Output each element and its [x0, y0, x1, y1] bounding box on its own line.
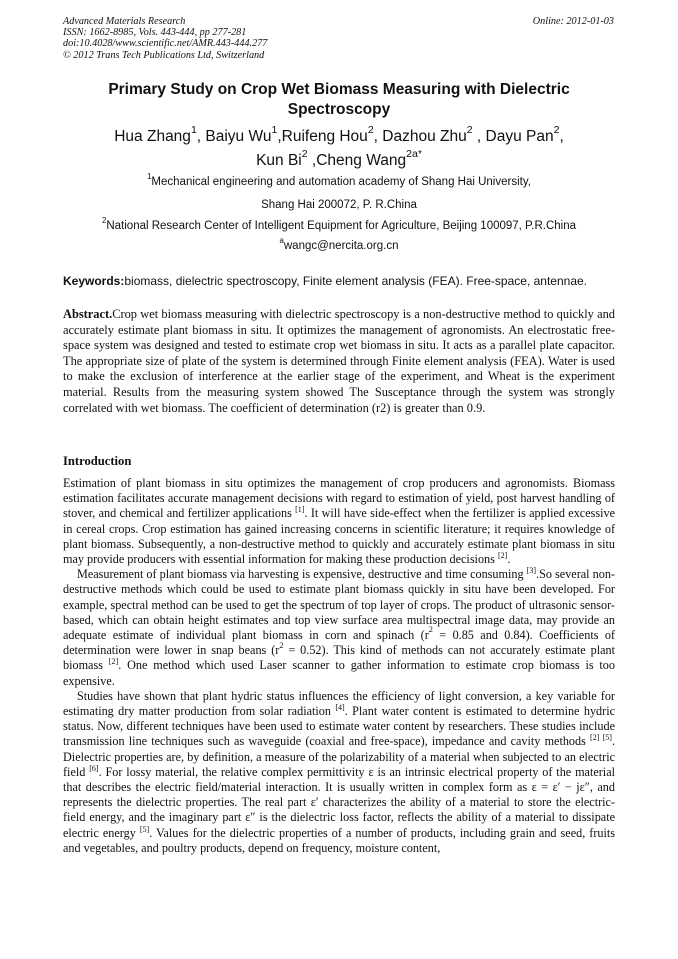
author-affil-mark: 2a* — [406, 147, 422, 160]
citation: [5] — [139, 824, 150, 834]
text-run: . One method which used Laser scanner to gather information to estimate crop biomass is too expensive. — [63, 658, 615, 688]
author-affil-mark: 2 — [301, 147, 308, 160]
text-run: . Plant water content is estimated to determine hydric status. Now, different techniques have been used to estimate water content by researchers. These studies include transmission line techniques such as waveguide (coaxial and free-space), impedance and cavity methods — [63, 704, 615, 749]
superscript: 2 — [428, 625, 433, 635]
author-name: ,Cheng Wang — [307, 152, 407, 169]
keywords-text: biomass, dielectric spectroscopy, Finite element analysis (FEA). Free-space, antennae. — [124, 274, 588, 288]
author-name: , Baiyu Wu — [196, 128, 272, 145]
affiliation-text: Mechanical engineering and automation academy of Shang Hai University, — [151, 176, 531, 188]
citation: [2] [5] — [590, 733, 612, 743]
citation: [6] — [89, 763, 99, 773]
abstract-label: Abstract. — [63, 307, 113, 321]
paper-title: Primary Study on Crop Wet Biomass Measuring with Dielectric Spectroscopy — [108, 81, 570, 118]
affiliation-1-address: Shang Hai 200072, P. R.China — [261, 199, 417, 211]
doi-line: doi:10.4028/www.scientific.net/AMR.443-444.277 — [63, 38, 268, 50]
citation: [1] — [295, 505, 305, 515]
superscript: 2 — [279, 640, 284, 650]
section-heading: Introduction — [63, 454, 132, 468]
citation: [2] — [108, 657, 119, 667]
author-affil-mark: 1 — [190, 123, 197, 136]
author-separator: , — [559, 128, 564, 145]
author-affil-mark: 2 — [553, 123, 560, 136]
affiliation-text: National Research Center of Intelligent Equipment for Agriculture, Beijing 100097, P.R.China — [106, 220, 576, 232]
online-date: Online: 2012-01-03 — [532, 16, 614, 27]
affiliation-mark: 2 — [101, 215, 107, 225]
author-name: Kun Bi — [256, 152, 302, 169]
text-run: . For lossy material, the relative complex permittivity ε is an intrinsic electrical property of the material that describes the electric field/material interaction. It is usually written in complex form as ε = ε′ − jε″, and represents the dielectric properties. The real part ε′ characterizes the ability of a material to store the electric-field energy, and the imaginary part ε″ is the dielectric loss factor, reflects the ability of a material to dissipate electric energy — [63, 764, 615, 840]
introduction-body — [63, 476, 615, 856]
copyright-line: © 2012 Trans Tech Publications Ltd, Switzerland — [63, 49, 265, 61]
email-mark: a — [279, 235, 284, 245]
text-run: Estimation of plant biomass in situ optimizes the management of crop producers and agronomists. Biomass estimation facilitates accurate management decisions with regard to estimation of yield, post harvest handling of stover, and chemical and fertilizer applications — [63, 476, 615, 521]
journal-header — [63, 16, 267, 61]
author-list — [63, 125, 615, 173]
author-name: , Dazhou Zhu — [373, 128, 467, 145]
author-name: ,Ruifeng Hou — [277, 128, 368, 145]
email-address: wangc@nercita.org.cn — [283, 240, 399, 252]
paragraph — [63, 689, 615, 856]
author-name: , Dayu Pan — [472, 128, 554, 145]
affiliation-1 — [63, 171, 615, 189]
citation: [2] — [497, 550, 508, 560]
author-affil-mark: 2 — [466, 123, 473, 136]
author-affil-mark: 1 — [271, 123, 278, 136]
text-run: = 0.52). This kind of methods can not accurately estimate plant biomass — [63, 643, 615, 673]
text-run: . — [507, 552, 511, 567]
abstract — [63, 307, 615, 416]
affiliation-mark: 1 — [147, 171, 152, 181]
keywords — [63, 274, 615, 289]
abstract-text: Crop wet biomass measuring with dielectric spectroscopy is a non-destructive method to quickly and accurately estimate plant biomass in situ. It optimizes the management of agronomists. An electrostatic free-space system was designed and tested to estimate crop wet biomass in situ. It acts as a parallel plate capacitor. The appropriate size of plate of the system is determined through Finite element analysis (FEA). Water is used to make the exclusion of interference at the earlier stage of the experiment, and Wheat is the experiment material. Results from the measuring system showed The Susceptance through the system was strongly correlated with wet biomass. The coefficient of determination (r2) is greater than 0.9. — [63, 307, 615, 415]
issn-line: ISSN: 1662-8985, Vols. 443-444, pp 277-281 — [63, 27, 247, 39]
citation: [4] — [335, 702, 345, 712]
text-run: Studies have shown that plant hydric status influences the efficiency of light conversion, a key variable for estimating dry matter production from solar radiation — [63, 688, 615, 719]
text-run: = 0.85 and 0.84). Coefficients of determination were lower in snap beans (r — [63, 628, 615, 658]
text-run: Measurement of plant biomass via harvesting is expensive, destructive and time consuming — [77, 567, 527, 582]
paragraph — [63, 567, 615, 689]
text-run: . It will have side-effect when the fertilizer is applied excessive in cereal crops. Crop estimation has gained increasing concerns in scientific literature; it requires knowledge of plant biomass. Subsequently, a non-destructive method to quickly and accurately estimate plant biomass in situ may provide producers with essential information for making these production decisions — [63, 506, 616, 567]
author-name: Hua Zhang — [114, 128, 191, 145]
text-run: .So several non-destructive methods which could be used to estimate plant biomass quickly in situ have been developed. For example, spectral method can be used to get the spectrum of top layer of crops. The product of ultrasonic sensor-based, which can obtain height estimates and top view surface area multispectral image data, may provide an adequate estimate of individual plant biomass in corn and spinach (r — [63, 567, 615, 643]
keywords-label: Keywords: — [63, 274, 125, 288]
author-affil-mark: 2 — [367, 123, 374, 136]
paragraph — [63, 476, 615, 567]
text-run: . Values for the dielectric properties of a number of products, including grain and seed, fruits and vegetables, and poultry products, depend on frequency, moisture content, — [63, 825, 615, 855]
citation: [3] — [526, 566, 537, 576]
contact-email — [63, 235, 615, 253]
journal-name: Advanced Materials Research — [63, 16, 186, 27]
text-run: . Dielectric properties are, by definition, a measure of the polarizability of a material when subjected to an electric field — [63, 734, 615, 779]
affiliation-2 — [63, 215, 615, 233]
